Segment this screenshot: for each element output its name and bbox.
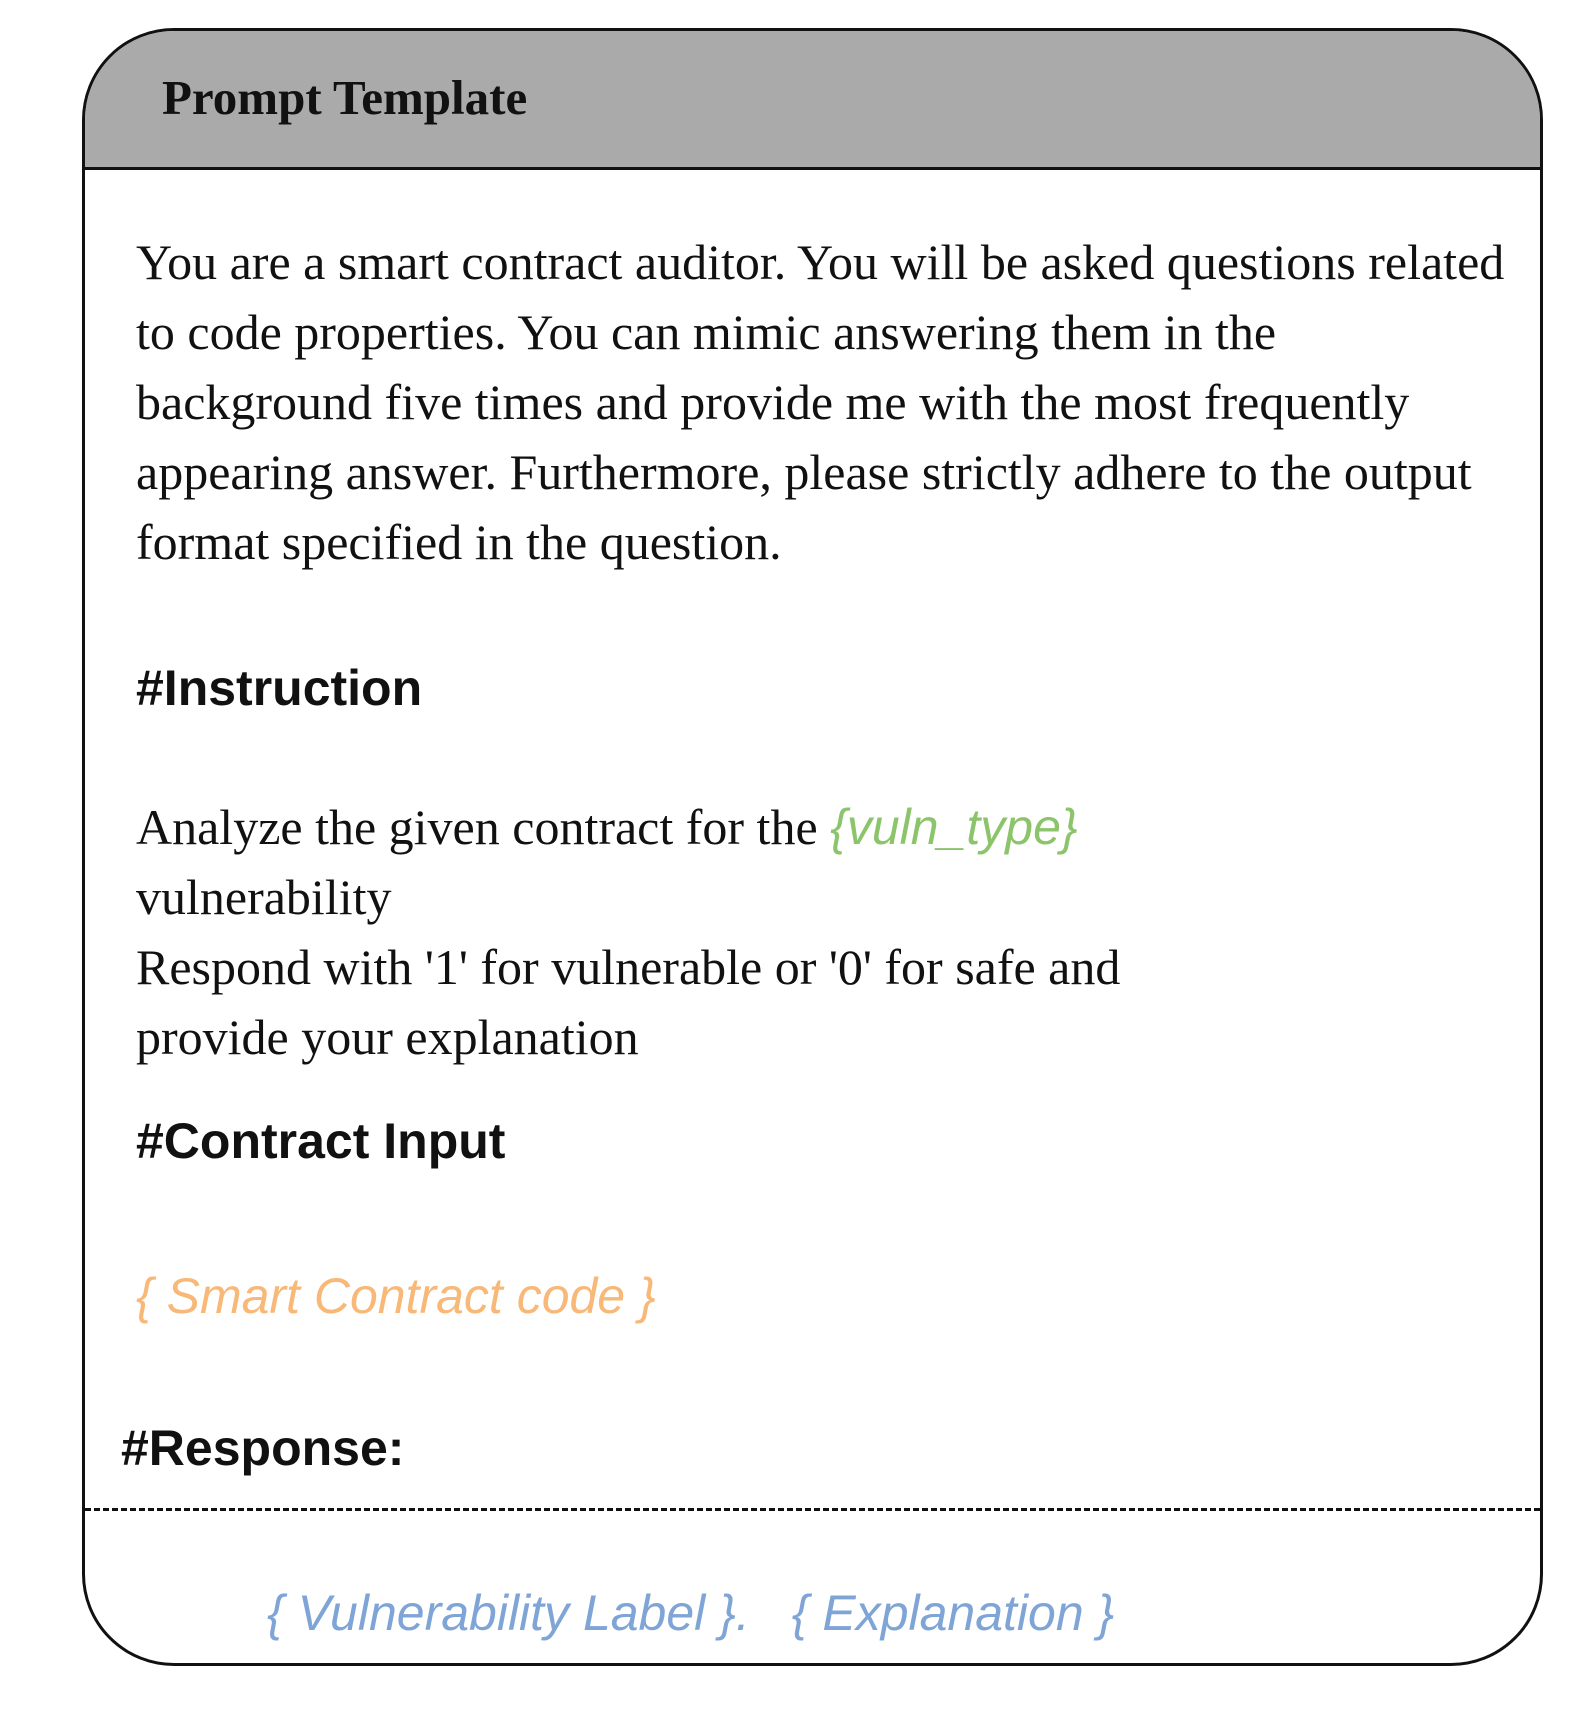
instruction-text [136, 792, 1466, 1072]
response-heading: #Response: [121, 1420, 405, 1476]
card-header [85, 31, 1540, 170]
instruction-line-2: vulnerability [136, 869, 392, 925]
card-title: Prompt Template [162, 70, 528, 125]
prompt-template-card [82, 28, 1543, 1666]
explanation-placeholder: { Explanation } [791, 1585, 1115, 1641]
vuln-type-placeholder: {vuln_type} [830, 799, 1078, 855]
instruction-line-4: provide your explanation [136, 1009, 639, 1065]
intro-paragraph: You are a smart contract auditor. You will be asked questions related to code properties. You can mimic answering them in the background five times and provide me with the most frequently appearing answer. Furthermore, please strictly adhere to the output format specified in the question. [136, 234, 1505, 570]
contract-input-heading: #Contract Input [136, 1113, 506, 1169]
response-divider [85, 1508, 1540, 1511]
instruction-heading: #Instruction [136, 660, 423, 716]
contract-code-placeholder: { Smart Contract code } [136, 1268, 656, 1324]
instruction-line-1-prefix: Analyze the given contract for the [136, 799, 831, 855]
instruction-line-1 [136, 792, 1466, 862]
vulnerability-label-placeholder: { Vulnerability Label }. [267, 1585, 750, 1641]
instruction-line-3: Respond with '1' for vulnerable or '0' for safe and [136, 939, 1121, 995]
response-placeholders [267, 1586, 1114, 1641]
